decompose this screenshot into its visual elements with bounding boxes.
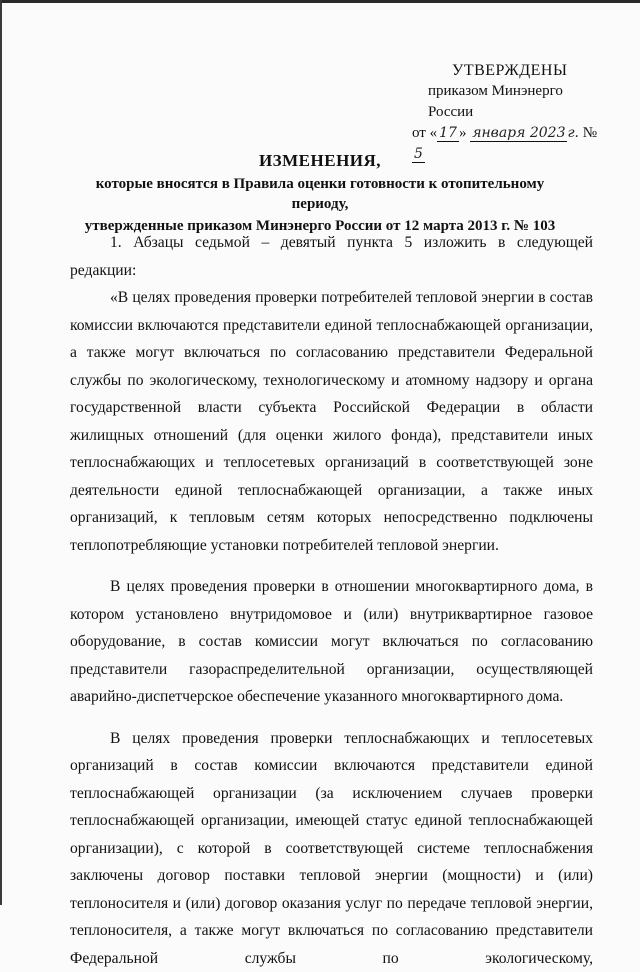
handwritten-month-year: января 2023 <box>470 125 567 142</box>
scan-top-edge <box>0 0 640 3</box>
paragraph-consumers: «В целях проведения проверки потребителей тепловой энергии в состав комиссии включаются представители единой теплоснабжающей организации, а также могут включаться по согласованию представители Федеральной службы по экологическому, технологическому и атомному надзору и органа государственной власти субъекта Российской Федерации в области жилищных отношений (для оценки жилого фонда), представители иных теплоснабжающих и теплосетевых организаций в соответствующей зоне деятельности единой теплоснабжающей организации, а также иных организаций, к тепловым сетям которых непосредственно подключены теплопотребляющие установки потребителей тепловой энергии. <box>70 284 593 559</box>
date-prefix: от « <box>412 125 437 141</box>
paragraph-item-1: 1. Абзацы седьмой – девятый пункта 5 изложить в следующей редакции: <box>70 229 593 284</box>
approval-title: УТВЕРЖДЕНЫ <box>400 60 600 81</box>
handwritten-day: 17 <box>437 125 459 142</box>
paragraph-apartment-building: В целях проведения проверки в отношении многоквартирного дома, в котором установлено внутридомовое и (или) внутриквартирное газовое оборудование, в состав комиссии могут включаться по согласованию представители газораспределительной организации, осуществляющей аварийно-диспетчерское обеспечение указанного многоквартирного дома. <box>70 573 593 711</box>
year-suffix: г. <box>567 125 579 141</box>
date-close-quote: » <box>459 125 467 141</box>
approval-order-line: приказом Минэнерго России <box>400 81 600 123</box>
document-title <box>70 150 570 236</box>
title-subline-1: которые вносятся в Правила оценки готовности к отопительному периоду, <box>70 174 570 214</box>
title-subline-2: утвержденные приказом Минэнерго России от 12 марта 2013 г. № 103 <box>70 216 570 236</box>
document-body <box>70 229 593 972</box>
number-label: № <box>583 125 597 141</box>
title-heading: ИЗМЕНЕНИЯ, <box>70 150 570 172</box>
paragraph-heat-supply-orgs: В целях проведения проверки теплоснабжающих и теплосетевых организаций в состав комиссии включаются представители единой теплоснабжающей организации (за исключением случаев проверки теплоснабжающей организации, имеющей статус единой теплоснабжающей организации), с которой в соответствующей системе теплоснабжения заключены договор поставки тепловой энергии (мощности) и (или) теплоносителя и (или) договор оказания услуг по передаче тепловой энергии, теплоносителя, а также могут включаться по согласованию представители Федеральной службы по экологическому, <box>70 725 593 972</box>
scan-left-edge <box>0 0 2 905</box>
handwritten-order-number: 5 <box>412 146 425 163</box>
